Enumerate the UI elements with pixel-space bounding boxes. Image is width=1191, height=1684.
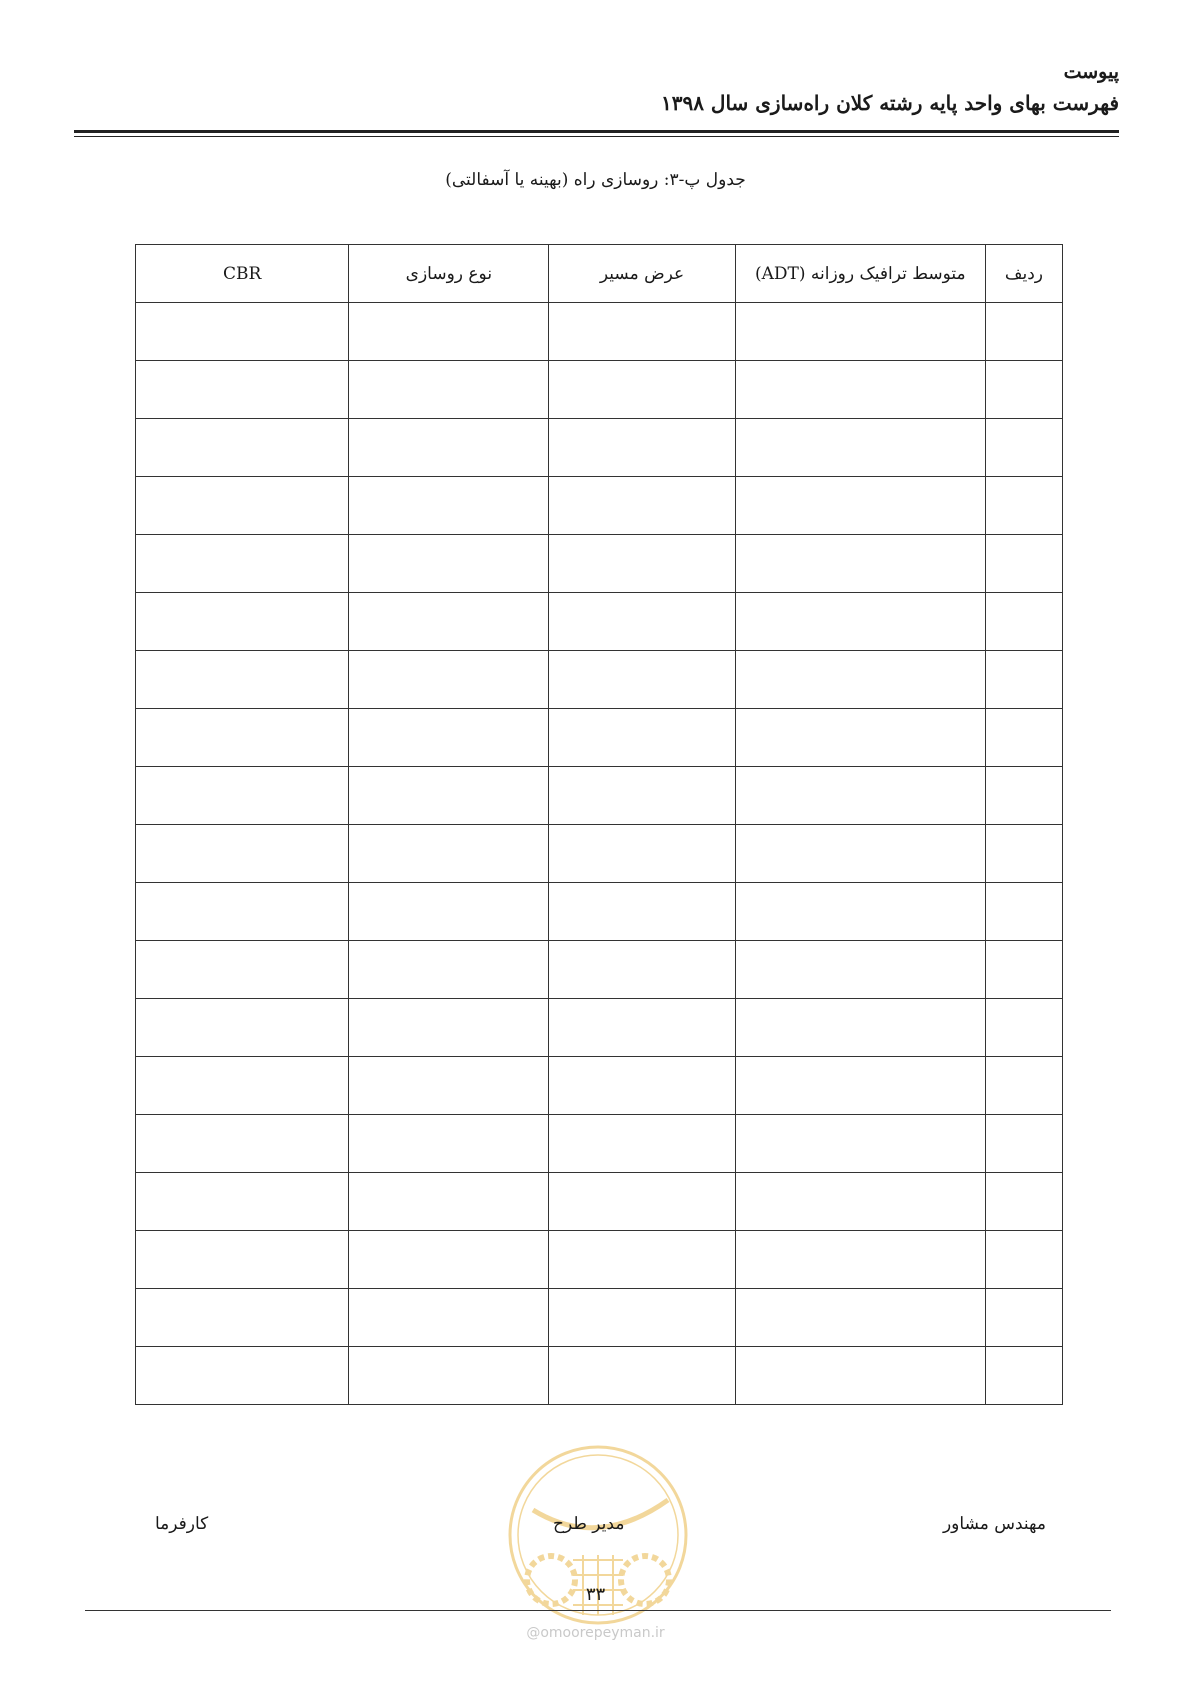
table-cell xyxy=(735,1347,985,1405)
table-cell xyxy=(349,303,549,361)
column-header-route-width: عرض مسیر xyxy=(549,245,735,303)
table-cell xyxy=(136,651,349,709)
table-cell xyxy=(549,709,735,767)
table-cell xyxy=(136,825,349,883)
table-cell xyxy=(549,419,735,477)
table-row xyxy=(136,1231,1063,1289)
table-row xyxy=(136,303,1063,361)
table-cell xyxy=(349,1057,549,1115)
table-cell xyxy=(985,999,1062,1057)
signature-employer: کارفرما xyxy=(155,1514,209,1534)
table-cell xyxy=(349,1115,549,1173)
table-row xyxy=(136,825,1063,883)
table-cell xyxy=(985,593,1062,651)
table-cell xyxy=(349,1173,549,1231)
table-cell xyxy=(985,1347,1062,1405)
table-cell xyxy=(549,1231,735,1289)
table-cell xyxy=(136,361,349,419)
document-title: فهرست بهای واحد پایه رشته کلان راه‌سازی سال ۱۳۹۸ xyxy=(661,91,1119,115)
table-cell xyxy=(549,999,735,1057)
table-cell xyxy=(549,825,735,883)
table-cell xyxy=(349,941,549,999)
table-cell xyxy=(349,535,549,593)
table-row xyxy=(136,999,1063,1057)
table-row xyxy=(136,941,1063,999)
table-cell xyxy=(349,1347,549,1405)
column-header-cbr: CBR xyxy=(136,245,349,303)
table-cell xyxy=(985,535,1062,593)
table-cell xyxy=(349,593,549,651)
table-cell xyxy=(136,1347,349,1405)
table-cell xyxy=(735,941,985,999)
table-cell xyxy=(985,477,1062,535)
table-cell xyxy=(136,1173,349,1231)
table-cell xyxy=(985,651,1062,709)
table-cell xyxy=(735,1289,985,1347)
table-cell xyxy=(735,593,985,651)
watermark-site: @omoorepeyman.ir xyxy=(526,1625,665,1641)
table-row xyxy=(136,1057,1063,1115)
table-cell xyxy=(549,941,735,999)
table-cell xyxy=(549,1115,735,1173)
table-cell xyxy=(985,1231,1062,1289)
table-cell xyxy=(136,535,349,593)
column-header-row-number: ردیف xyxy=(985,245,1062,303)
table-cell xyxy=(349,1231,549,1289)
page-number: ۳۳ xyxy=(585,1584,606,1605)
table-cell xyxy=(136,767,349,825)
table-cell xyxy=(136,303,349,361)
column-header-adt: متوسط ترافیک روزانه (ADT) xyxy=(735,245,985,303)
table-cell xyxy=(549,767,735,825)
header-rule-thick xyxy=(74,130,1119,133)
table-cell xyxy=(735,1173,985,1231)
table-cell xyxy=(349,825,549,883)
table-cell xyxy=(735,535,985,593)
table-row xyxy=(136,1173,1063,1231)
table-header-row xyxy=(136,245,1063,303)
table-cell xyxy=(136,999,349,1057)
table-row xyxy=(136,419,1063,477)
table-cell xyxy=(136,1057,349,1115)
table-row xyxy=(136,651,1063,709)
table-row xyxy=(136,1347,1063,1405)
table-row xyxy=(136,883,1063,941)
table-row xyxy=(136,477,1063,535)
table-cell xyxy=(735,361,985,419)
table-cell xyxy=(735,709,985,767)
table-cell xyxy=(549,361,735,419)
signature-project-manager: مدیر طرح xyxy=(553,1514,625,1534)
table-cell xyxy=(549,1173,735,1231)
table-cell xyxy=(349,651,549,709)
table-cell xyxy=(549,883,735,941)
table-cell xyxy=(985,825,1062,883)
table-cell xyxy=(136,709,349,767)
table-cell xyxy=(735,999,985,1057)
table-caption: جدول پ-۳: روسازی راه (بهینه یا آسفالتی) xyxy=(445,170,746,190)
table-cell xyxy=(735,883,985,941)
table-cell xyxy=(136,1289,349,1347)
table-cell xyxy=(349,1289,549,1347)
table-cell xyxy=(349,999,549,1057)
header-rule-thin xyxy=(74,136,1119,137)
page-header xyxy=(69,58,1119,118)
footer-rule xyxy=(85,1610,1111,1611)
table-cell xyxy=(985,419,1062,477)
table-cell xyxy=(549,1057,735,1115)
table-cell xyxy=(549,1347,735,1405)
table-cell xyxy=(549,535,735,593)
table-cell xyxy=(349,709,549,767)
table-cell xyxy=(136,593,349,651)
table-cell xyxy=(735,1231,985,1289)
table-cell xyxy=(735,303,985,361)
appendix-label: پیوست xyxy=(1063,61,1119,83)
table-cell xyxy=(136,883,349,941)
table-row xyxy=(136,361,1063,419)
table-cell xyxy=(985,303,1062,361)
table-cell xyxy=(136,1231,349,1289)
table-row xyxy=(136,1115,1063,1173)
table-cell xyxy=(549,593,735,651)
table-cell xyxy=(735,651,985,709)
table-row xyxy=(136,535,1063,593)
table-cell xyxy=(549,1289,735,1347)
table-cell xyxy=(349,361,549,419)
column-header-pavement-type: نوع روسازی xyxy=(349,245,549,303)
table-cell xyxy=(136,941,349,999)
table-cell xyxy=(349,419,549,477)
table-cell xyxy=(735,825,985,883)
table-cell xyxy=(549,303,735,361)
table-cell xyxy=(735,1057,985,1115)
signature-engineer: مهندس مشاور xyxy=(942,1514,1046,1534)
table-row xyxy=(136,1289,1063,1347)
table-cell xyxy=(136,419,349,477)
pavement-table xyxy=(135,244,1063,1405)
table-cell xyxy=(985,767,1062,825)
table-cell xyxy=(136,1115,349,1173)
table-cell xyxy=(735,767,985,825)
table-cell xyxy=(985,941,1062,999)
table-cell xyxy=(985,1173,1062,1231)
table-cell xyxy=(985,1115,1062,1173)
table-cell xyxy=(985,709,1062,767)
table-cell xyxy=(549,477,735,535)
table-cell xyxy=(985,1057,1062,1115)
table-cell xyxy=(349,477,549,535)
table-cell xyxy=(985,1289,1062,1347)
table-cell xyxy=(735,477,985,535)
table-row xyxy=(136,767,1063,825)
table-cell xyxy=(136,477,349,535)
table-cell xyxy=(349,767,549,825)
table-cell xyxy=(985,883,1062,941)
table-body xyxy=(136,303,1063,1405)
table-cell xyxy=(985,361,1062,419)
table-cell xyxy=(735,419,985,477)
table-cell xyxy=(735,1115,985,1173)
table-row xyxy=(136,709,1063,767)
table-row xyxy=(136,593,1063,651)
table-cell xyxy=(549,651,735,709)
table-cell xyxy=(349,883,549,941)
